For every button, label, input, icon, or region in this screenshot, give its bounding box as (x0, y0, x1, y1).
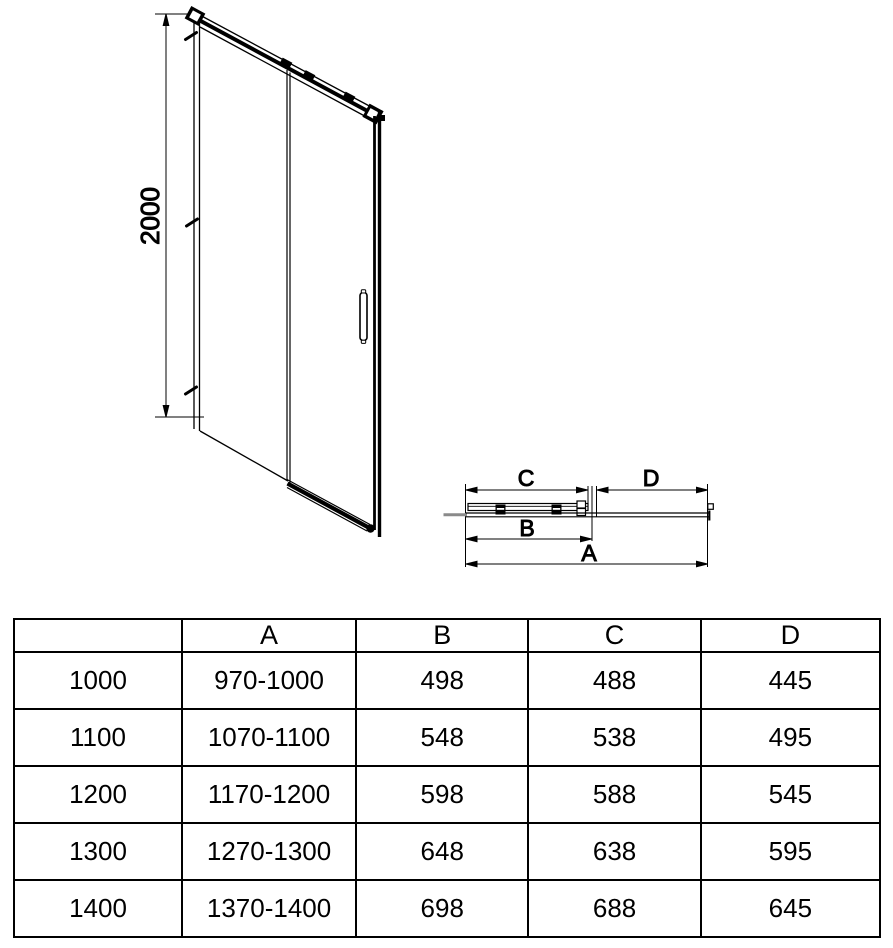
cell-c: 538 (528, 709, 700, 766)
header-cell-a: A (182, 619, 356, 652)
cell-b: 648 (356, 823, 528, 880)
dim-d-label: D (642, 465, 660, 491)
dim-a-label: A (581, 540, 597, 566)
height-dimension-label: 2000 (135, 187, 165, 245)
table-row (14, 709, 880, 766)
panel-divider (287, 70, 290, 483)
wall-profile (194, 14, 288, 481)
cell-a: 1070-1100 (182, 709, 356, 766)
roller-carriages (280, 58, 356, 103)
wall-brackets (186, 33, 198, 395)
dim-c-label: C (517, 465, 535, 491)
dimensions-table (13, 618, 881, 938)
table-row (14, 652, 880, 709)
cell-b: 548 (356, 709, 528, 766)
cell-a: 1270-1300 (182, 823, 356, 880)
cell-b: 498 (356, 652, 528, 709)
dimensions-table-wrap (13, 618, 881, 938)
cell-d: 445 (701, 652, 880, 709)
door-right-post (375, 112, 380, 537)
cell-a: 970-1000 (182, 652, 356, 709)
plan-view-drawing (444, 465, 714, 567)
cell-c: 588 (528, 766, 700, 823)
table-header-row (14, 619, 880, 652)
header-cell-d: D (701, 619, 880, 652)
header-cell-c: C (528, 619, 700, 652)
cell-size: 1200 (14, 766, 182, 823)
header-cell-b: B (356, 619, 528, 652)
cell-c: 688 (528, 880, 700, 937)
cell-d: 645 (701, 880, 880, 937)
cell-d: 495 (701, 709, 880, 766)
bottom-rail (287, 480, 375, 533)
cell-b: 598 (356, 766, 528, 823)
cell-b: 698 (356, 880, 528, 937)
cell-size: 1300 (14, 823, 182, 880)
table-row (14, 823, 880, 880)
top-rail (197, 14, 374, 121)
table-row (14, 766, 880, 823)
cell-size: 1400 (14, 880, 182, 937)
plan-fixed-panel (468, 504, 588, 511)
front-view-drawing (135, 6, 385, 537)
cell-a: 1170-1200 (182, 766, 356, 823)
cell-a: 1370-1400 (182, 880, 356, 937)
dim-b-label: B (519, 515, 535, 541)
cell-size: 1000 (14, 652, 182, 709)
header-cell-size (14, 619, 182, 652)
table-row (14, 880, 880, 937)
cell-d: 595 (701, 823, 880, 880)
cell-d: 545 (701, 766, 880, 823)
cell-c: 488 (528, 652, 700, 709)
cell-size: 1100 (14, 709, 182, 766)
door-handle (360, 290, 367, 344)
cell-c: 638 (528, 823, 700, 880)
